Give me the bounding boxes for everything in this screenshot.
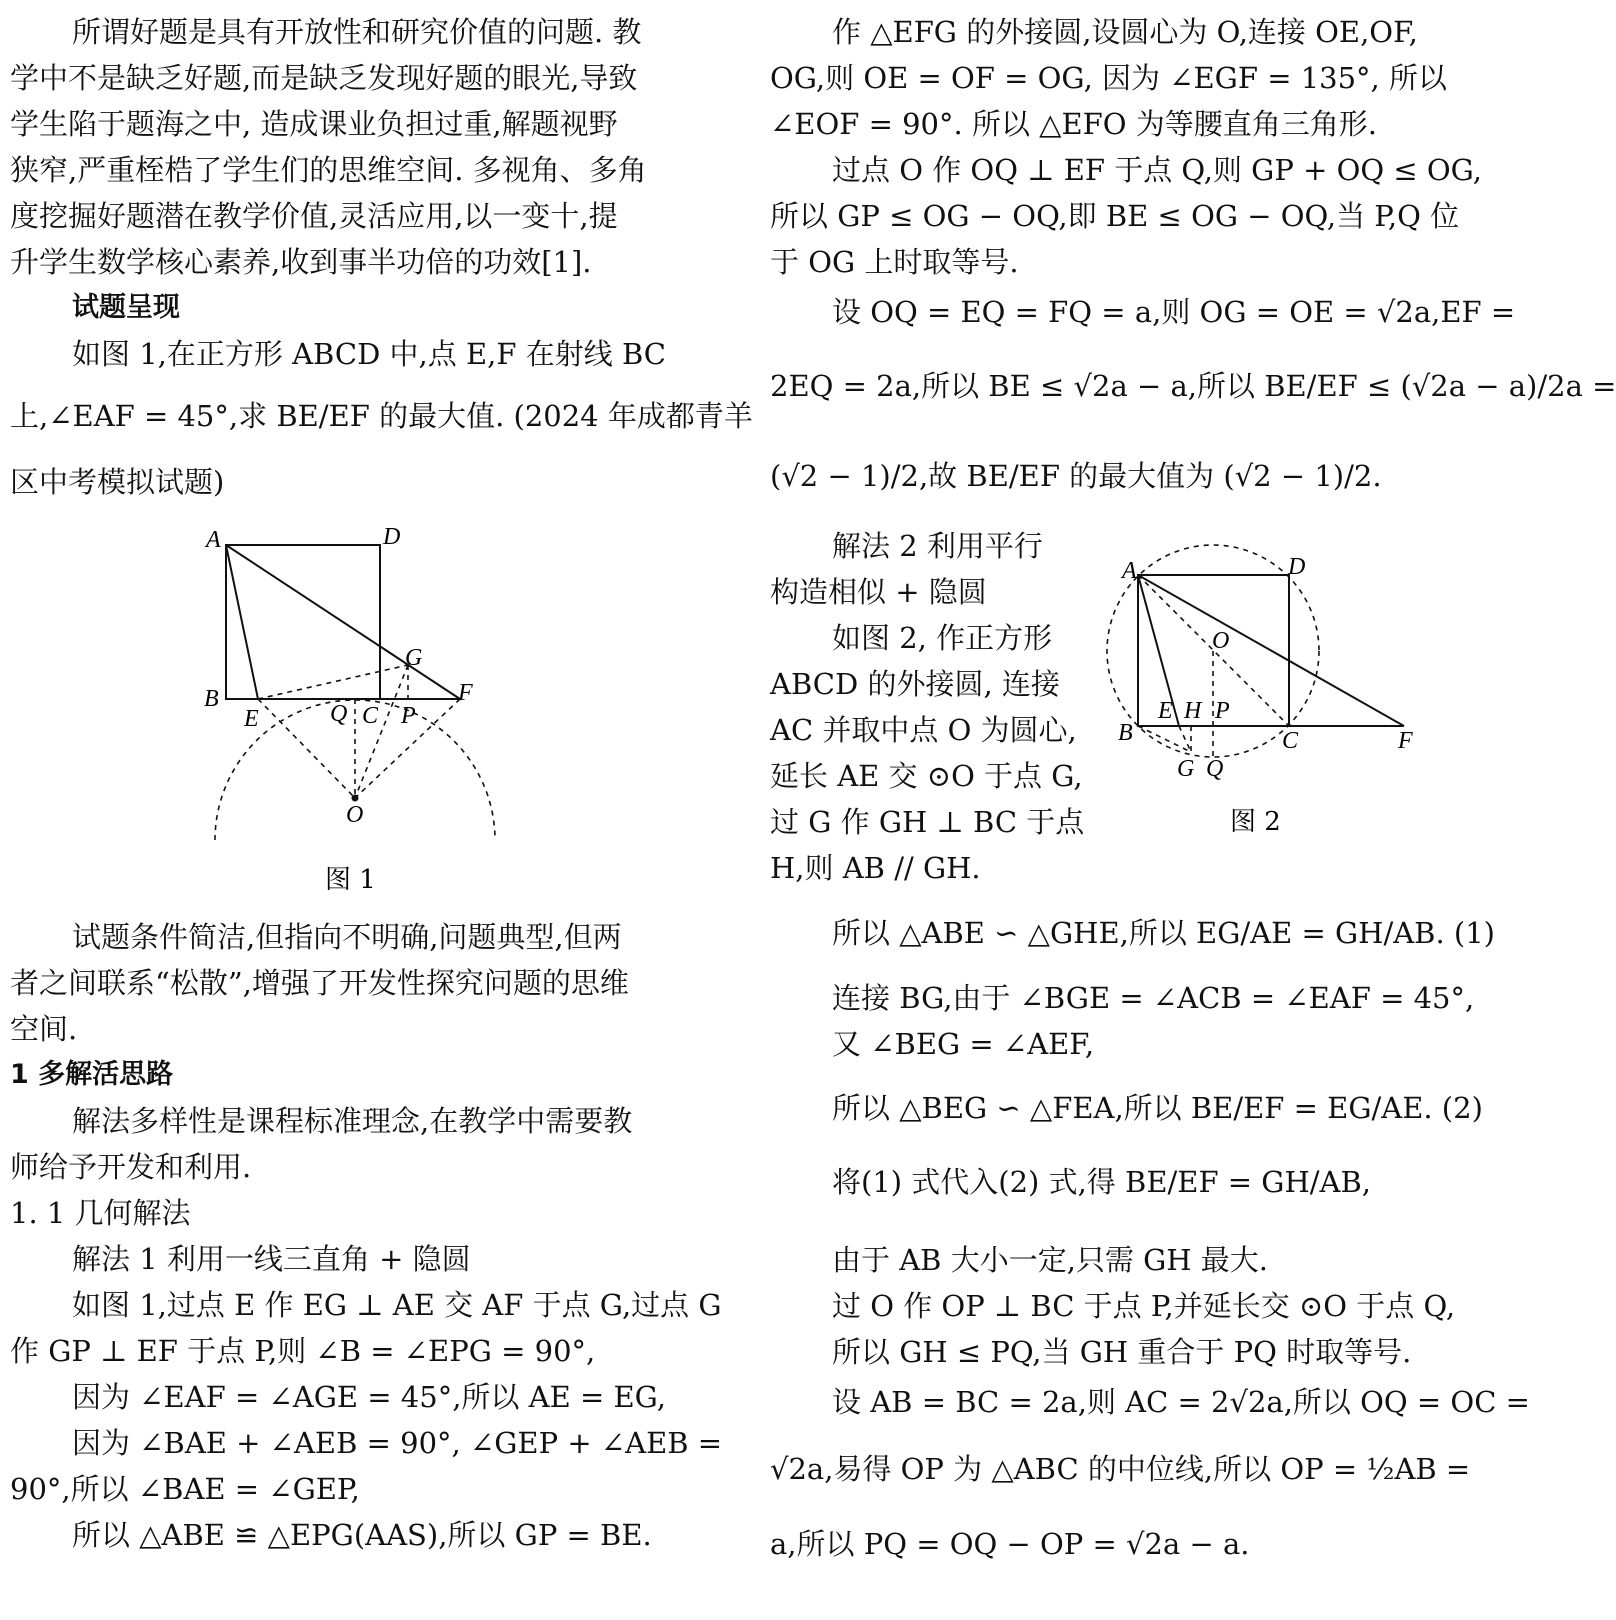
- text-line: 狭窄,严重桎梏了学生们的思维空间. 多视角、多角: [10, 153, 647, 187]
- fig1-label-E: E: [244, 706, 259, 732]
- text-line: 解法多样性是课程标准理念,在教学中需要教: [72, 1104, 633, 1138]
- figure-2: [1100, 540, 1430, 860]
- text-line: √2a,易得 OP 为 △ABC 的中位线,所以 OP = ½AB =: [770, 1452, 1471, 1486]
- fig2-label-E: E: [1158, 698, 1173, 724]
- fig1-label-D: D: [383, 524, 401, 550]
- fig2-label-H: H: [1184, 698, 1202, 724]
- fig1-label-A: A: [206, 527, 221, 553]
- text-line: 所谓好题是具有开放性和研究价值的问题. 教: [72, 15, 642, 49]
- text-line: 设 OQ = EQ = FQ = a,则 OG = OE = √2a,EF =: [832, 295, 1516, 329]
- text-line: ABCD 的外接圆, 连接: [770, 667, 1060, 701]
- text-line: 因为 ∠BAE + ∠AEB = 90°, ∠GEP + ∠AEB =: [72, 1426, 723, 1460]
- text-line: 度挖掘好题潜在教学价值,灵活应用,以一变十,提: [10, 199, 618, 233]
- text-line: OG,则 OE = OF = OG, 因为 ∠EGF = 135°, 所以: [770, 61, 1447, 95]
- text-line: 试题呈现: [72, 292, 180, 323]
- text-line: 师给予开发和利用.: [10, 1150, 252, 1184]
- text-line: 如图 1,过点 E 作 EG ⊥ AE 交 AF 于点 G,过点 G: [72, 1288, 722, 1322]
- text-line: 者之间联系“松散”,增强了开发性探究问题的思维: [10, 966, 629, 1000]
- fig1-label-P: P: [401, 703, 416, 729]
- fig1-caption: 图 1: [325, 865, 376, 895]
- fig1-label-G: G: [405, 645, 423, 671]
- text-line: AC 并取中点 O 为圆心,: [770, 713, 1077, 747]
- text-line: 过 O 作 OP ⊥ BC 于点 P,并延长交 ⊙O 于点 Q,: [832, 1289, 1456, 1323]
- text-line: 所以 GH ≤ PQ,当 GH 重合于 PQ 时取等号.: [832, 1335, 1412, 1369]
- fig2-caption: 图 2: [1230, 807, 1281, 837]
- text-line: 过 G 作 GH ⊥ BC 于点: [770, 805, 1085, 839]
- text-line: 如图 2, 作正方形: [832, 621, 1053, 655]
- text-line: 升学生数学核心素养,收到事半功倍的功效[1].: [10, 245, 592, 279]
- text-line: 学生陷于题海之中, 造成课业负担过重,解题视野: [10, 107, 618, 141]
- text-line: 过点 O 作 OQ ⊥ EF 于点 Q,则 GP + OQ ≤ OG,: [832, 153, 1483, 187]
- text-line: 所以 △ABE ∽ △GHE,所以 EG/AE = GH/AB. (1): [832, 916, 1495, 950]
- fig2-label-Q: Q: [1206, 756, 1224, 782]
- fig2-label-G: G: [1177, 756, 1195, 782]
- text-line: 设 AB = BC = 2a,则 AC = 2√2a,所以 OQ = OC =: [832, 1385, 1530, 1419]
- fig2-label-P: P: [1215, 698, 1230, 724]
- fig2-label-D: D: [1288, 554, 1306, 580]
- fig2-label-A: A: [1122, 558, 1137, 584]
- text-line: H,则 AB // GH.: [770, 851, 981, 885]
- fig2-label-F: F: [1398, 728, 1413, 754]
- text-line: 将(1) 式代入(2) 式,得 BE/EF = GH/AB,: [832, 1165, 1372, 1199]
- fig2-label-O: O: [1212, 628, 1230, 654]
- text-line: 所以 △ABE ≌ △EPG(AAS),所以 GP = BE.: [72, 1518, 652, 1552]
- text-line: 1. 1 几何解法: [10, 1196, 191, 1230]
- text-line: 学中不是缺乏好题,而是缺乏发现好题的眼光,导致: [10, 61, 638, 95]
- fig1-label-O: O: [346, 802, 364, 828]
- fig2-label-C: C: [1282, 728, 1299, 754]
- text-line: 解法 1 利用一线三直角 + 隐圆: [72, 1242, 471, 1276]
- text-line: a,所以 PQ = OQ − OP = √2a − a.: [770, 1527, 1250, 1561]
- text-line: 区中考模拟试题): [10, 465, 225, 499]
- text-line: (√2 − 1)/2,故 BE/EF 的最大值为 (√2 − 1)/2.: [770, 459, 1382, 493]
- text-line: 试题条件简洁,但指向不明确,问题典型,但两: [72, 920, 622, 954]
- text-line: 作 △EFG 的外接圆,设圆心为 O,连接 OE,OF,: [832, 15, 1418, 49]
- text-line: 上,∠EAF = 45°,求 BE/EF 的最大值. (2024 年成都青羊: [10, 399, 753, 433]
- figure-1: [190, 520, 510, 900]
- text-line: 连接 BG,由于 ∠BGE = ∠ACB = ∠EAF = 45°,: [832, 981, 1475, 1015]
- text-line: 空间.: [10, 1012, 78, 1046]
- fig2-label-B: B: [1118, 720, 1133, 746]
- text-line: 解法 2 利用平行: [832, 529, 1043, 563]
- text-line: 1 多解活思路: [10, 1059, 174, 1090]
- text-line: ∠EOF = 90°. 所以 △EFO 为等腰直角三角形.: [770, 107, 1377, 141]
- text-line: 因为 ∠EAF = ∠AGE = 45°,所以 AE = EG,: [72, 1380, 667, 1414]
- fig1-label-B: B: [204, 686, 219, 712]
- text-line: 2EQ = 2a,所以 BE ≤ √2a − a,所以 BE/EF ≤ (√2a − a)/2a =: [770, 369, 1616, 403]
- text-line: 构造相似 + 隐圆: [770, 575, 987, 609]
- text-line: 又 ∠BEG = ∠AEF,: [832, 1027, 1095, 1061]
- text-line: 所以 △BEG ∽ △FEA,所以 BE/EF = EG/AE. (2): [832, 1091, 1483, 1125]
- fig1-label-Q: Q: [330, 701, 348, 727]
- text-line: 于 OG 上时取等号.: [770, 245, 1019, 279]
- fig1-label-F: F: [458, 680, 473, 706]
- text-line: 所以 GP ≤ OG − OQ,即 BE ≤ OG − OQ,当 P,Q 位: [770, 199, 1460, 233]
- fig1-label-C: C: [362, 703, 379, 729]
- text-line: 延长 AE 交 ⊙O 于点 G,: [770, 759, 1083, 793]
- text-line: 作 GP ⊥ EF 于点 P,则 ∠B = ∠EPG = 90°,: [10, 1334, 596, 1368]
- text-line: 如图 1,在正方形 ABCD 中,点 E,F 在射线 BC: [72, 337, 666, 371]
- text-line: 由于 AB 大小一定,只需 GH 最大.: [832, 1243, 1269, 1277]
- text-line: 90°,所以 ∠BAE = ∠GEP,: [10, 1472, 360, 1506]
